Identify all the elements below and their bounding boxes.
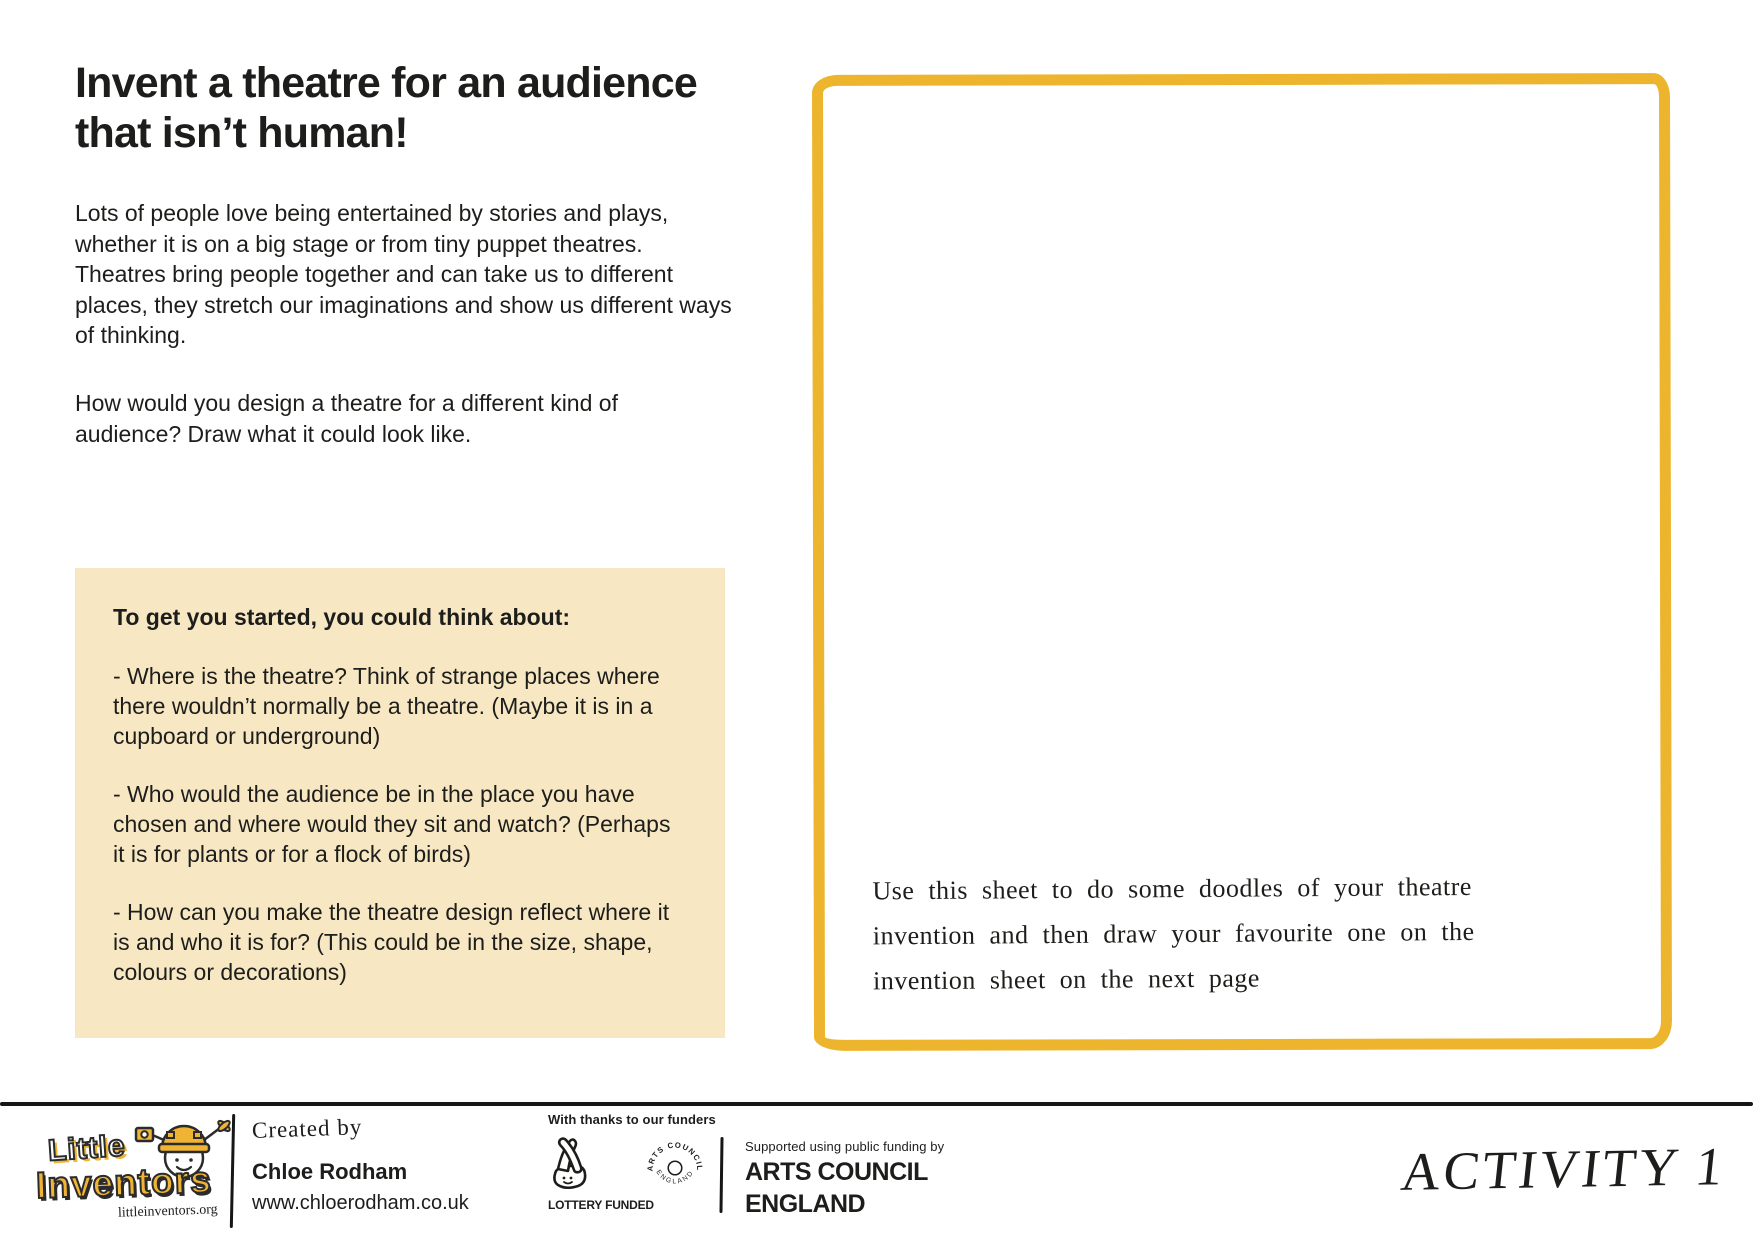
little-inventors-logo xyxy=(36,1116,231,1226)
hint-bullet-who: - Who would the audience be in the place you have chosen and where would they sit and watch? (Perhaps it is for plants or for a flock of birds) xyxy=(113,781,671,867)
creator-name: Chloe Rodham xyxy=(252,1159,408,1184)
funders-heading: With thanks to our funders xyxy=(548,1112,716,1127)
page-title xyxy=(75,58,697,158)
arts-council-roundel-icon xyxy=(646,1139,704,1197)
created-by-label: Created by xyxy=(251,1114,363,1143)
arts-council-name-line1: ARTS COUNCIL xyxy=(745,1158,928,1186)
doodle-drawing-area[interactable] xyxy=(812,73,1672,1051)
intro-paragraph-1: Lots of people love being entertained by stories and plays, whether it is on a big stage or from tiny puppet theatres. Theatres bring people together and can take us to different places, they stretch our imaginations and show us different ways of thinking. xyxy=(75,200,732,348)
intro-paragraph-2: How would you design a theatre for a different kind of audience? Draw what it could look like. xyxy=(75,390,618,447)
hints-heading: To get you started, you could think about: xyxy=(113,604,571,630)
lottery-fingers-icon xyxy=(548,1137,590,1189)
logo-word-little: Little xyxy=(46,1129,127,1168)
drawing-instructions-line1: Use this sheet to do some doodles of your theatre xyxy=(872,871,1472,906)
drawing-instructions xyxy=(872,864,1475,1003)
drawing-instructions-line3: invention sheet on the next page xyxy=(873,963,1260,996)
little-inventors-url: littleinventors.org xyxy=(117,1202,218,1221)
footer-divider-rule xyxy=(0,1102,1753,1106)
logo-word-inventors: Inventors xyxy=(35,1158,213,1207)
svg-text:ARTS COUNCIL: ARTS COUNCIL xyxy=(646,1140,704,1172)
arts-council-wordmark xyxy=(745,1137,944,1218)
lottery-funded-logo xyxy=(548,1137,654,1212)
arts-council-name-line2: ENGLAND xyxy=(745,1190,866,1218)
drawing-instructions-line2: invention and then draw your favourite one on the xyxy=(872,916,1475,951)
funders-block xyxy=(548,1112,944,1218)
hint-bullet-where: - Where is the theatre? Think of strange places where there wouldn’t normally be a theatre. (Maybe it is in a cupboard or underground) xyxy=(113,663,660,749)
hints-box xyxy=(75,568,725,1038)
supported-funding-line: Supported using public funding by xyxy=(745,1139,945,1154)
svg-text:ENGLAND: ENGLAND xyxy=(654,1168,696,1186)
footer-vertical-divider-2 xyxy=(719,1137,723,1213)
lottery-funded-caption: LOTTERY FUNDED xyxy=(548,1198,654,1212)
hint-bullet-how: - How can you make the theatre design reflect where it is and who it is for? (This could be in the size, shape, colours or decorations) xyxy=(113,899,670,985)
page-title-line2: that isn’t human! xyxy=(75,109,408,157)
activity-number-label: ACTIVITY 1 xyxy=(1398,1136,1729,1202)
creator-url: www.chloerodham.co.uk xyxy=(252,1192,469,1214)
credit-block xyxy=(251,1114,469,1215)
page-title-line1: Invent a theatre for an audience xyxy=(75,59,697,107)
